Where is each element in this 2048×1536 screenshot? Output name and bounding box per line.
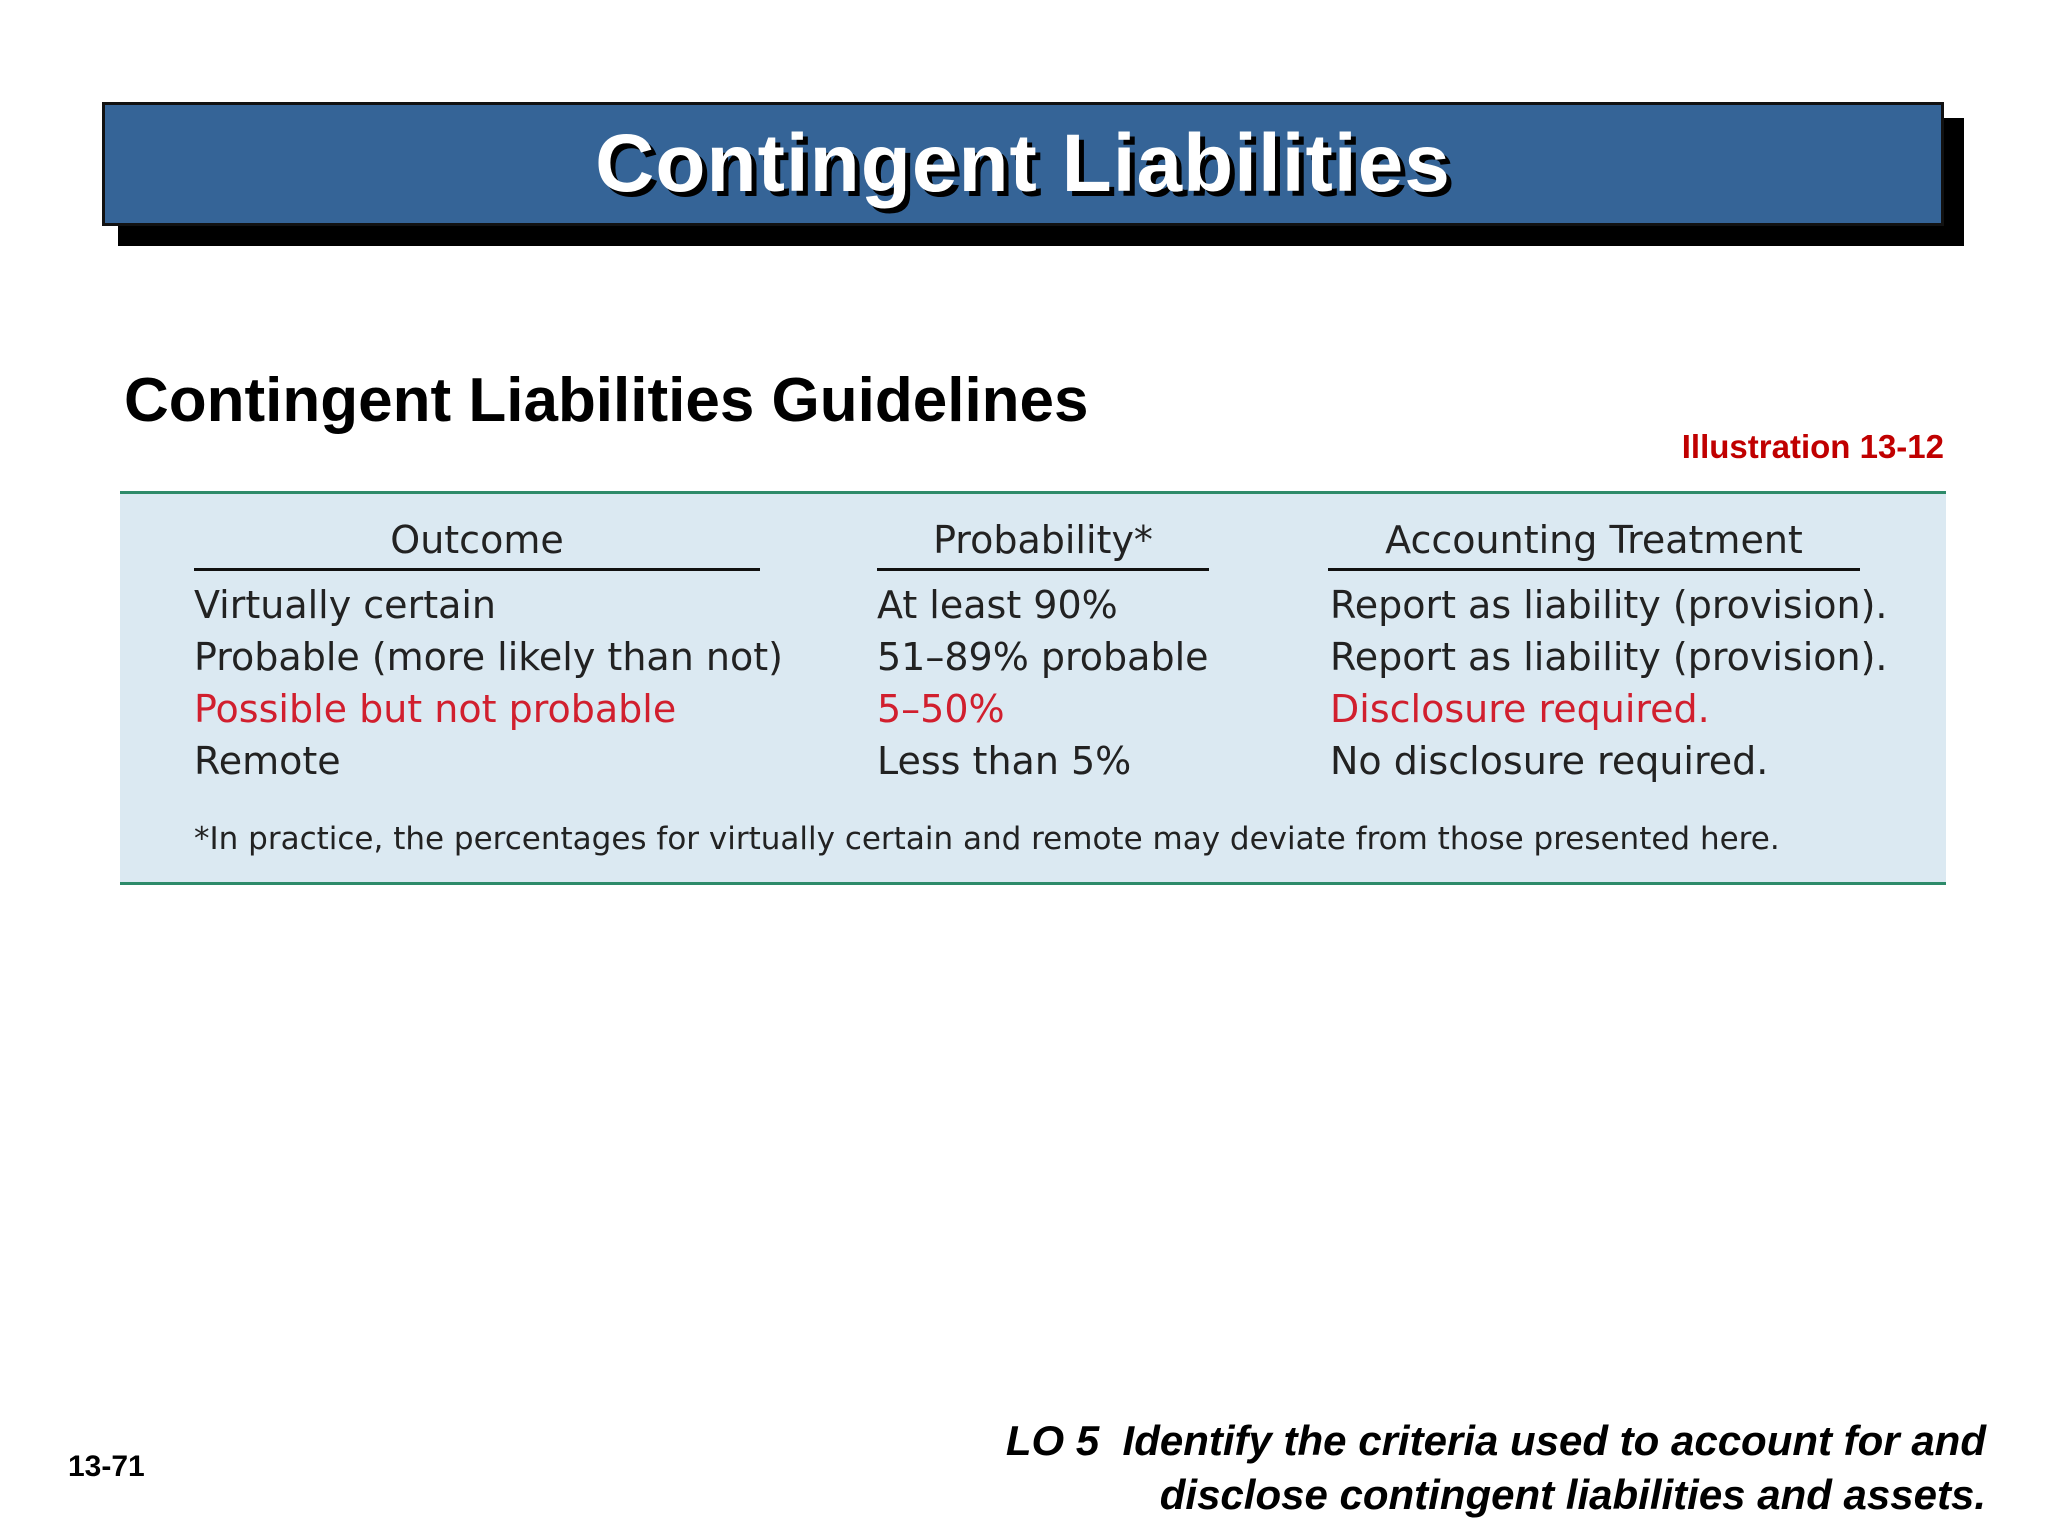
table-row bbox=[120, 635, 1946, 687]
title-banner bbox=[102, 102, 1944, 226]
guidelines-table bbox=[120, 491, 1946, 885]
slide-title: Contingent Liabilities bbox=[595, 118, 1451, 209]
probability-cell: At least 90% bbox=[877, 583, 1118, 627]
section-heading: Contingent Liabilities Guidelines bbox=[124, 366, 1089, 435]
table-row-highlighted bbox=[120, 687, 1946, 739]
learning-objective-line-1: LO 5 Identify the criteria used to account for and bbox=[1005, 1417, 1986, 1464]
probability-cell: 51–89% probable bbox=[877, 635, 1209, 679]
illustration-label: Illustration 13-12 bbox=[1681, 428, 1944, 465]
outcome-cell: Probable (more likely than not) bbox=[194, 635, 783, 679]
outcome-cell: Virtually certain bbox=[194, 583, 497, 627]
table-footnote: *In practice, the percentages for virtually certain and remote may deviate from those presented here. bbox=[194, 821, 1780, 857]
slide-number: 13-71 bbox=[68, 1450, 145, 1483]
table-row bbox=[120, 739, 1946, 791]
treatment-cell: Report as liability (provision). bbox=[1330, 583, 1888, 627]
treatment-cell: Report as liability (provision). bbox=[1330, 635, 1888, 679]
learning-objective-line-2: disclose contingent liabilities and assets. bbox=[1159, 1471, 1986, 1518]
table-row bbox=[120, 583, 1946, 635]
learning-objective bbox=[786, 1414, 1986, 1522]
column-header-treatment: Accounting Treatment bbox=[1328, 518, 1860, 571]
outcome-cell: Possible but not probable bbox=[194, 687, 677, 731]
treatment-cell: No disclosure required. bbox=[1330, 739, 1769, 783]
outcome-cell: Remote bbox=[194, 739, 341, 783]
column-header-outcome: Outcome bbox=[194, 518, 760, 571]
treatment-cell: Disclosure required. bbox=[1330, 687, 1710, 731]
column-header-probability: Probability* bbox=[877, 518, 1209, 571]
probability-cell: 5–50% bbox=[877, 687, 1005, 731]
probability-cell: Less than 5% bbox=[877, 739, 1132, 783]
